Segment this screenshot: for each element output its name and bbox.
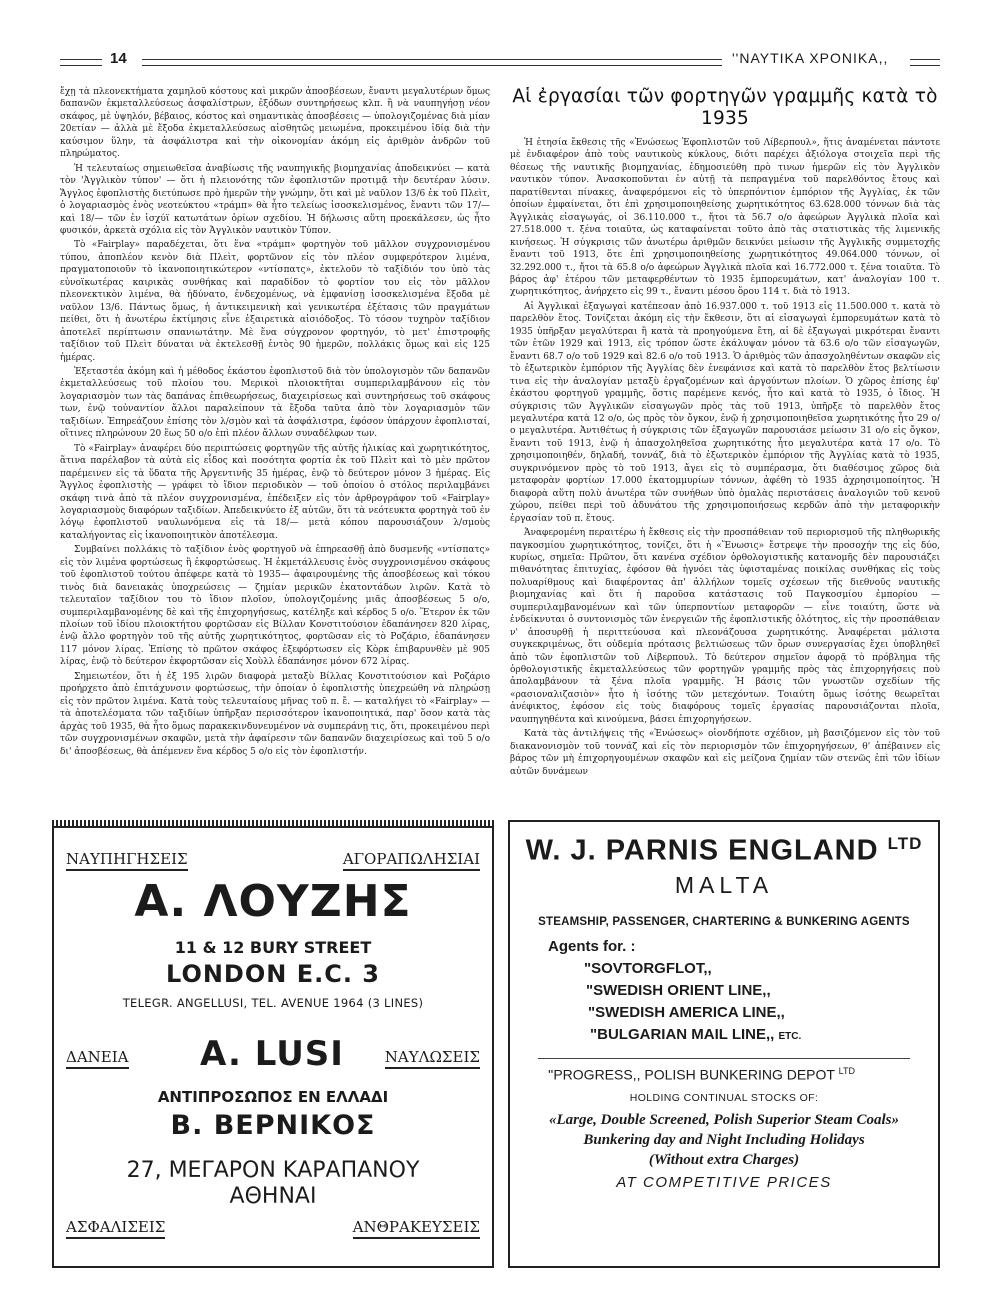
service-chartering: ΝΑΥΛΩΣΕΙΣ (385, 1048, 480, 1069)
representative-name: Β. ΒΕΡΝΙΚΟΣ (170, 1110, 376, 1141)
right-paragraph: Αἱ Ἀγγλικαὶ ἐξαγωγαὶ κατέπεσαν ἀπὸ 16.937.000 τ. τοῦ 1913 εἰς 11.500.000 τ. κατὰ τὸ παρελθὸν ἔτος. Τονίζεται ἀκόμη εἰς τὴν ἔκθεσιν, ὅτι αἱ εἰσαγωγαὶ ἐμπορευμάτων κατὰ τὸ 1935 ὑπῆρξαν μεγαλύτεραι ἢ κατὰ τὰ προηγούμενα ἔτη, αἱ δὲ ἐξαγωγαὶ μικρότεραι ἔναντι τῶν ἐτῶν 1929 καὶ 1913, εἰς τρόπον ὥστε ἐκάλυψαν μόνον τὰ 63.6 ο/ο τῶν εἰσαγωγῶν, ἔναντι 68.7 ο/ο τοῦ 1929 καὶ 82.6 ο/ο τοῦ 1913. Ὁ ἀριθμὸς τῶν ἀπασχοληθέντων σκαφῶν εἰς τὸ ἐξωτερικὸν ἐμπόριον τῆς Ἀγγλίας δὲν ἐνεφάνισε καὶ κατὰ τὸ παρελθὸν ἔτος βελτίωσιν τινα εἰς τὴν ἀναλογίαν μεταξὺ ἐργαζομένων καὶ ἀργούντων πλοίων. Ὁ χῶρος ἐπίσης ἐφ' ἑκάστου φορτηγοῦ γραμμῆς, ὅστις παρέμενε κενός, ἦτο καὶ κατὰ τὸ 1935, ὁ ἴδιος. Ἡ σύγκρισις τῶν Ἀγγλικῶν εἰσαγωγῶν πρὸς τὰς τοῦ 1913, ὑπῆρξε τὸ παρελθὸν ἔτος μεγαλυτέρα κατὰ 12 ο/ο, ὡς πρὸς τὸν ὄγκον, ἐνῷ ἡ χρησιμοποιηθεῖσα χωρητικότης ἦτο 29 ο/ο μεγαλυτέρα. Ἀντιθέτως ἡ σύγκρισις τῶν ἐξαγωγῶν παρουσιάσε μείωσιν 31 ο/ο εἰς ὄγκον, ἔναντι τοῦ 1913, ἐνῷ ἡ ἀπασχοληθεῖσα χωρητικότης ἦτο μεγαλυτέρα κατὰ 17 ο/ο. Τὸ χρησιμοποιηθέν, δηλαδή, τοννάζ, διὰ τὸ ἐξωτερικὸν ἐμπόριον τῆς Ἀγγλίας κατὰ τὸ 1935, συγκρινόμενον πρὸς τὸ τοῦ 1913, ἄγει εἰς τὸ συμπέρασμα, ὅτι διαθέσιμος χῶρος διὰ μεταφορὰν φορτίων 17.000 ἑκατομμυρίων τόννων, ἀφέθη τὸ 1935 ἀχρησιμοποίητος. Ἡ διαφορὰ αὕτη πολὺ ἀνωτέρα τῶν συνήθων ὑπὸ ὁμαλὰς περιστάσεις ἀναλογιῶν τοῦ κενοῦ χώρου, πείθει περὶ τοῦ ἀδυνάτου τῆς χρησιμοποιήσεως κερδῶν ἀπὸ τὴν μεταφορικὴν ἐργασίαν τοῦ π. ἔτους. (510, 301, 940, 524)
service-sales: ΑΓΟΡΑΠΩΛΗΣΙΑΙ (343, 850, 480, 871)
parnis-agency-row (590, 1026, 801, 1043)
lusi-telegram: TELEGR. ANGELLUSI, TEL. AVENUE 1964 (3 LINES) (122, 996, 424, 1010)
parnis-depot-name: ''PROGRESS,, POLISH BUNKERING DEPOT (548, 1066, 835, 1083)
ad-divider (538, 1058, 910, 1060)
parnis-company-suffix: LTD (887, 834, 923, 853)
left-paragraph: Ἐξεταστέα ἀκόμη καὶ ἡ μέθοδος ἑκάστου ἐφοπλιστοῦ διὰ τὸν ὑπολογισμὸν τῶν δαπανῶν ἐκμεταλλεύσεως τοῦ πλοίου του. Μερικοὶ πλοιοκτῆται συμπεριλαμβάνουν εἰς τὸν λογαριασμὸν των τὰς δαπάνας ἐπιθεωρήσεως, διαχειρίσεως καὶ συντηρήσεως τοῦ σκάφους των, ἐνῷ τοὐναντίον ἄλλοι παραλείπουν τὰ ἔξοδα ταῦτα ἀπὸ τὸν λογαριασμὸν τῶν ταξιδίων. Ἐπηρεάζουν ἐπίσης τὸν λ/σμὸν καὶ τὰ ἀσφάλιστρα, ἐφόσον ὑπάρχουν ἐφοπλισταί, οἵτινες πληρώνουν 20 ἕως 50 ο/ο ἐπὶ πλέον ἄλλων συναδέλφων των. (60, 366, 490, 440)
parnis-services: STEAMSHIP, PASSENGER, CHARTERING & BUNKERING AGENTS (538, 916, 910, 928)
article-heading: Αἱ ἐργασίαι τῶν φορτηγῶν γραμμῆς κατὰ τὸ 1935 (512, 86, 938, 129)
publication-title: ''ΝΑΥΤΙΚΑ ΧΡΟΝΙΚΑ,, (732, 50, 889, 66)
lusi-advertisement (52, 820, 494, 1268)
parnis-prices: AT COMPETITIVE PRICES (616, 1174, 832, 1191)
left-paragraph: Ἡ τελευταίως σημειωθεῖσα ἀναβίωσις τῆς ναυπηγικῆς βιομηχανίας ἀποδεικνύει — κατὰ τὸν 'Ἀγγλικὸν τύπον' — ὅτι ἡ πλειονότης τῶν ἐφοπλιστῶν προτιμᾷ τὴν δευτέραν λύσιν. Ἄγγλος ἐφοπλιστὴς διετύπωσε πρὸ ἡμερῶν τὴν γνώμην, ὅτι καὶ μὲ ναῦλον 13/6 ἐκ τοῦ Πλεὶτ, ὁ λογαριασμὸς ἑνὸς νεοτεύκτου «τράμπ» θὰ ἦτο τελείως ἰσοσκελισμένος, ἔναντι τῶν 17/— καὶ 18/— τῶν ἐν ἰσχύϊ κατωτάτων ὁρίων σχεδίου. Ἡ δήλωσις αὕτη προεκάλεσεν, ὡς ἦτο φυσικόν, ἀρκετὰ σχόλια εἰς τὸν Ἀγγλικὸν ναυτικὸν Τύπον. (60, 163, 490, 236)
lusi-name-latin: A. LUSI (200, 1034, 344, 1074)
parnis-agency: "SOVTORGFLOT,, (584, 960, 712, 977)
parnis-depot-line (548, 1066, 855, 1083)
service-loans: ΔΑΝΕΙΑ (66, 1048, 129, 1069)
lusi-address-city: LONDON E.C. 3 (166, 960, 380, 988)
parnis-agency: "BULGARIAN MAIL LINE,, (590, 1026, 775, 1043)
right-article-column (510, 86, 940, 798)
parnis-coal-line: Bunkering day and Night Including Holidays (583, 1132, 865, 1148)
parnis-advertisement (508, 820, 940, 1268)
parnis-agency: "SWEDISH AMERICA LINE,, (588, 1004, 785, 1021)
parnis-depot-suffix: LTD (838, 1066, 855, 1076)
left-paragraph: Τὸ «Fairplay» παραδέχεται, ὅτι ἕνα «τράμπ» φορτηγὸν τοῦ μᾶλλον συγχρονισμένου τύπου, ἀποπλέον κενὸν διὰ Πλεὶτ, φορτῶνον εἰς τὸν πλέον συμφερότερον λιμένα, πραγματοποιοῦν τὸ ἱκανοποιητικώτερον «ντίσπατς», ἐκτελοῦν τὸ ταξίδιόν του ὑπὸ τὰς εὐνοϊκωτέρας καιρικὰς συνθήκας καὶ παραδίδον τὸ φορτίον του εἰς τὸν μᾶλλον πλεονεκτικὸν λιμένα, θὰ ἠδύνατο, ἐνδεχομένως, νὰ ἐμφανίσῃ ἰσοσκελισμένα ἔξοδα μὲ ναῦλον 13/6. Πάντως ὅμως, ἡ ἀντικειμενικὴ καὶ γενικωτέρα ἐξέτασις τῶν πραγμάτων πείθει, ὅτι ἡ ἀνωτέρω ἐκτίμησις εἶνε ἐξαιρετικὰ αἰσιόδοξος. Τὸ τόσον τυχηρὸν ταξίδιον ἀποτελεῖ περίπτωσιν σπανιωτάτην. Μὲ ἕνα σύγχρονον φορτηγόν, τὸ μετ' ἐπιστροφῆς ταξίδιον τοῦ Πλεὶτ δύναται νὰ ἐκτελεσθῇ ἐντὸς 90 ἡμερῶν, πολλάκις ὅμως καὶ εἰς 125 ἡμέρας. (60, 240, 490, 363)
representative-city: ΑΘΗΝΑΙ (229, 1184, 317, 1209)
parnis-coal-line: (Without extra Charges) (648, 1152, 800, 1168)
page-header (60, 48, 940, 78)
parnis-city: MALTA (674, 872, 774, 898)
right-paragraph: Κατὰ τὰς ἀντιλήψεις τῆς «Ἑνώσεως» οἱονδήποτε σχέδιον, μὴ βασιζόμενον εἰς τὸν τοῦ διακανονισμὸν τοῦ τοννάζ καὶ εἰς τὸν περιορισμὸν τῶν ἐπιχορηγήσεων, θ' ἀπέβαινεν εἰς βάρος τῶν μὴ ἐπιχορηγουμένων σκαφῶν καὶ εἰς μείζονα ζημίαν τῶν στενῶς ἐπὶ τῶν ἰδίων αὐτῶν δυνάμεων (510, 729, 940, 777)
service-bunkering: ΑΝΘΡΑΚΕΥΣΕΙΣ (353, 1218, 480, 1239)
right-paragraph: Ἡ ἐτησία ἔκθεσις τῆς «Ἑνώσεως Ἐφοπλιστῶν τοῦ Λίβερπουλ», ἥτις ἀναμένεται πάντοτε μὲ ἐνδιαφέρον ἀπὸ τοὺς ναυτικοὺς κύκλους, διότι παρέχει ἀξιόλογα στοιχεῖα περὶ τῆς θέσεως τῆς ναυτικῆς βιομηχανίας, ἐδημοσιεύθη πρὸ τινων ἡμερῶν εἰς τὸν Ἀγγλικὸν ναυτικὸν τύπον. Ἀνασκοποῦνται ἐν αὐτῇ τὰ πεπραγμένα τοῦ παρελθόντος ἔτους καὶ παρατίθενται πίνακες, ἀναφερόμενοι εἰς τὸ ὑπερπόντιον ἐμπόριον τῆς Ἀγγλίας, ἐκ τῶν ὁποίων ἐμφαίνεται, ὅτι ἐπὶ χρησιμοποιηθείσης χωρητικότητος 63.628.000 τόννων διὰ τὰς Ἀγγλικὰς εἰσαγωγάς, οἱ 36.110.000 τ., ἤτοι τὰ 56.7 ο/ο ἀφεώρων Ἀγγλικὰ πλοῖα καὶ 27.518.000 τ. ξένα τοιαῦτα, ὡς καταφαίνεται τοῦτο ἀπὸ τὰς στατιστικὰς τῆς λιμενικῆς κινήσεως. Ἡ σύγκρισις τῶν ἀνωτέρω ἀριθμῶν δεικνύει μείωσιν τῆς Ἀγγλικῆς συμμετοχῆς ἔναντι τοῦ 1913, ὅτε ἐπὶ χρησιμοποιηθείσης χωρητικότητος 49.064.000 τόννων, οἱ 32.292.000 τ., ἤτοι τὰ 65.8 ο/ο ἀφεώρων Ἀγγλικὰ πλοῖα καὶ 16.772.000 τ. ξένα τοιαῦτα. Τὸ βάρος ἀφ' ἑτέρου τῶν μεταφερθέντων τὸ 1935 ἐμπορευμάτων, κατ' ἀναλογίαν 100 τ. χωρητικότητος, ἀνήρχετο εἰς 99 τ., ἔναντι μέσου ὅρου 114 τ. διὰ τὸ 1913. (510, 138, 940, 298)
parnis-agency: "SWEDISH ORIENT LINE,, (586, 982, 771, 999)
left-paragraph: ἔχῃ τὰ πλεονεκτήματα χαμηλοῦ κόστους καὶ μικρῶν ἀποσβέσεων, ἔναντι μεγαλυτέρων ὅμως δαπανῶν ἐκμεταλλεύσεως ἀσφαλίστρων, ἐξόδων συντηρήσεως κλπ. ἢ νὰ ναυπηγήσῃ νέον σκάφος, μὲ ὑψηλόν, βέβαιος, κόστος καὶ σημαντικὰς ἀποσβέσεις — ὑπολογιζομένας διὰ μίαν 20ετίαν — ἀλλὰ μὲ ἔξοδα ἐκμεταλλεύσεως αἰσθητῶς μειωμένα, προκειμένου ἰδίᾳ διὰ τὴν καύσιμον ὕλην, τὰ ἀσφάλιστρα καὶ τὴν οἰκονομίαν ἀκόμη εἰς ἀριθμὸν ἀνδρῶν τοῦ πληρώματος. (60, 87, 490, 160)
left-paragraph: Τὸ «Fairplay» ἀναφέρει δύο περιπτώσεις φορτηγῶν τῆς αὐτῆς ἡλικίας καὶ χωρητικότητος, ἅτινα παρέλαβον τὰ αὐτὰ εἰς εἶδος καὶ ποσότητα φορτία ἐκ τοῦ Πλεὶτ καὶ τὸ μὲν πρῶτον παρέμεινεν εἰς τὰ ὕδατα τῆς Ἀργεντινῆς 35 ἡμέρας, ἐνῷ τὸ δεύτερον μόνον 3 ἡμέρας. Εἰς Ἄγγλος ἐφοπλιστὴς — γράφει τὸ ἴδιον περιοδικὸν — τοῦ ὁποίου ὁ στόλος περιλαμβάνει σκάφη τινὰ ἀπὸ τὰ πλέον συγχρονισμένα, ἐπέδειξεν εἰς τὸν ἀρθρογράφον τοῦ «Fairplay» λογαριασμοὺς διαφόρων ταξιδίων. Ἀπεδεικνύετο ἐξ αὐτῶν, ὅτι τὰ νεότευκτα φορτηγὰ τοῦ ἐν λόγῳ ἐφοπλιστοῦ ναυλωνόμενα εἰς τὰ 18/— μετὰ κόπου παρουσιάζουν λ/σμοὺς καταλήγοντας εἰς ἱκανοποιητικὸν ἀποτέλεσμα. (60, 443, 490, 541)
service-insurance: ΑΣΦΑΛΙΣΕΙΣ (66, 1218, 165, 1239)
parnis-agents-label: Agents for. : (548, 938, 636, 955)
representative-office: 27, ΜΕΓΑΡΟΝ ΚΑΡΑΠΑΝΟΥ (126, 1158, 420, 1183)
ad-mid-row (66, 1034, 480, 1078)
lusi-name-greek: Α. ΛΟΥΖΗΣ (134, 876, 412, 927)
header-rule-right (910, 59, 940, 66)
header-rule-left (60, 59, 102, 66)
ad-service-row (66, 850, 480, 872)
lusi-address-street: 11 & 12 BURY STREET (174, 938, 372, 957)
service-shipbuilding: ΝΑΥΠΗΓΗΣΕΙΣ (66, 850, 188, 871)
left-paragraph: Συμβαίνει πολλάκις τὸ ταξίδιον ἑνὸς φορτηγοῦ νὰ ἐπηρεασθῇ ἀπὸ δυσμενῆς «ντίσπατς» εἰς τὸν λιμένα φορτώσεως ἢ ἐκφορτώσεως. Ἡ ἐκμετάλλευσις ἑνὸς συγχρονισμένου σκάφους τοῦ ἐφοπλιστοῦ τούτου ἀπέφερε κατὰ τὸ 1935— ἀφαιρουμένης τῆς ἀποσβέσεως καὶ τόκου τινὸς διὰ δανειακὰς ὑποχρεώσεις — ζημίαν μερικῶν ἑκατοντάδων λιρῶν. Κατὰ τὸ τελευταῖον ταξίδιον του τὸ ἴδιον πλοῖον, ὑπολογιζομένης μιᾶς ἀποσβέσεως 5 ο/ο, συμπεριλαμβανομένης δὲ καὶ τῆς ἐπιχορηγήσεως, κατέληξε καὶ κέρδος 5 ο/ο. Ἕτερον ἐκ τῶν πλοίων τοῦ ἰδίου πλοιοκτήτου φορτῶσαν εἰς Βίλλαν Κονστιτούσιον ἐδαπάνησεν 820 λίρας, ἐνῷ ἄλλο φορτηγὸν τοῦ τῆς αὐτῆς χωρητικότητος, φορτῶσαν εἰς τὸ Ροζάριο, ἐδαπάνησεν 117 μόνον λίρας. Ἐπίσης τὸ πρῶτον σκάφος ἐξεφόρτωσεν εἰς Κὸρκ ἐπιβαρυνθὲν μὲ 905 λίρας, ἐνῷ τὸ δεύτερον ἐκφορτῶσαν εἰς Χοὺλλ ἐδαπάνησε μόνον 672 λίρας. (60, 545, 490, 668)
ad-bottom-row (66, 1218, 480, 1240)
left-paragraph: Σημειωτέον, ὅτι ἡ ἐξ 195 λιρῶν διαφορὰ μεταξὺ Βίλλας Κονστιτούσιον καὶ Ροζάριο προήρχετο ἀπὸ ἐπιτάχυνσιν φορτώσεως, τὴν ὁποίαν ὁ ἐφοπλιστὴς ὑπεχρεώθη νὰ πληρώσῃ εἰς τὸν πρῶτον λιμένα. Κατὰ τοὺς τελευταίους μῆνας τοῦ π. ἔ. — καταλήγει τὸ «Fairplay» — τὰ ἀποτελέσματα τῶν ταξιδίων ὑπῆρξαν περισσότερον ἱκανοποιητικά, παρ' ὅσον κατὰ τὰς ἀρχὰς τοῦ 1935, θὰ ἦτο ὅμως παρακεκινδυνευμένον νὰ συμπεράνῃ τις, ὅτι, προκειμένου περὶ τῶν συγχρονισμένων σκαφῶν, μετὰ τὴν ἀφαίρεσιν τῶν δαπανῶν διαχειρίσεως καὶ τοῦ 5 ο/ο δι' ἀποσβέσεως, θὰ ἀπέμενεν ἕνα κέρδος 5 ο/ο εἰς τὸν ἐφοπλιστήν. (60, 671, 490, 757)
page-number: 14 (110, 50, 127, 67)
parnis-company-name: W. J. PARNIS ENGLAND (525, 834, 879, 867)
representative-label: ΑΝΤΙΠΡΟΣΩΠΟΣ ΕΝ ΕΛΛΑΔΙ (157, 1088, 389, 1106)
parnis-holding: HOLDING CONTINUAL STOCKS OF: (629, 1092, 819, 1104)
parnis-coal-line: «Large, Double Screened, Polish Superior Steam Coals» (548, 1112, 900, 1128)
right-paragraph: Ἀναφερομένη περαιτέρω ἡ ἔκθεσις εἰς τὴν προσπάθειαν τοῦ περιορισμοῦ τῆς πληθωρικῆς παγκοσμίου χωρητικότητος, τονίζει, ὅτι ἡ «Ἕνωσις» ἔστρεψε τὴν προσοχήν της εἰς δύο, κυρίως, σημεῖα: Πρῶτον, ὅτι κανένα σχέδιον ὀρθολογιστικῆς κατανομῆς δὲν παρουσιάζει πιθανότητας ἐπιτυχίας, ἐφόσον θὰ ἠγνόει τὰς ὑφισταμένας ποικίλας συνθήκας εἰς τοὺς πολυαρίθμους καὶ διαφέροντας ἀπ' ἀλλήλων τομεῖς σχέσεων τῆς διεθνοῦς ναυτικῆς βιομηχανίας καὶ ὅτι ἡ παροῦσα κατάστασις τοῦ Παγκοσμίου ἐμπορίου — συμπεριλαμβανομένων καὶ τῶν ὑπερποντίων μεταφορῶν — εἶνε τοιαύτη, ὥστε νὰ ἐνδείκνυται ὁ συντονισμὸς τῶν ἐνεργειῶν τῆς ἐφοπλιστικῆς ὁλότητος, εἰς τὴν προσπάθειαν ν' ἀποσυρθῇ ἡ περιττεύουσα καὶ πλεονάζουσα χωρητικότης. Ἀναφέρεται μάλιστα συγκεκριμένως, ὅτι οὐδεμία πρότασις βελτιώσεως τῶν ὅρων συνεργασίας ἔχει ὑποβληθεῖ ἀπὸ τῶν ἐφοπλιστῶν τοῦ Λίβερπουλ. Τὸ δεύτερον σημεῖον ἀφορᾷ τὸ πρόβλημα τῆς ὀρθολογιστικῆς ἐκμεταλλεύσεως τῶν φορτηγῶν γραμμῆς πρὸς τὰς ἐπιχορηγήσεις ποὺ ἀπολαμβάνουν τὰ ξένα πλοῖα γραμμῆς. Ἡ βάσις τῶν γνωστῶν σχεδίων τῆς «ρασιοναλιζασιὸν» ἦτο ἡ ἰσότης τῶν μετεχόντων. Τοιαύτη ὅμως ἰσότης θεωρεῖται ἀνέφικτος, ἐφόσον εἰς τοὺς διαφόρους τομεῖς ἐργασίας παρουσιάζονται πλοῖα, ναυπηγηθέντα καὶ κινούμενα, βάσει ἐπιχορηγήσεων. (510, 528, 940, 725)
parnis-company-line (508, 834, 940, 868)
left-article-column (60, 86, 490, 801)
parnis-agency-etc: ETC. (778, 1031, 802, 1042)
header-rule-middle (142, 59, 722, 66)
